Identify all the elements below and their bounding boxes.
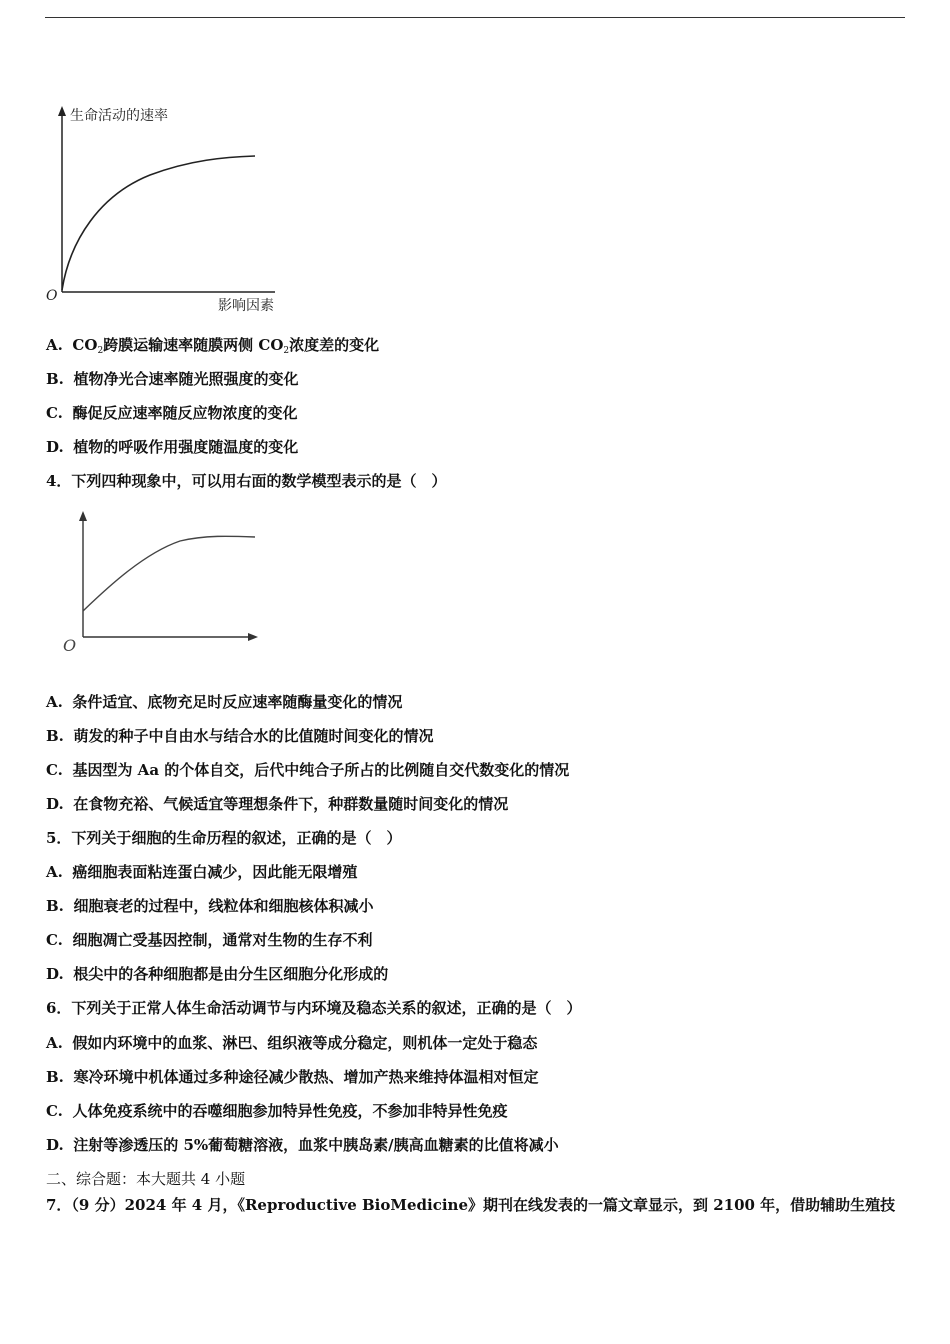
q4-stem: 4．下列四种现象中，可以用右面的数学模型表示的是（ ） — [46, 472, 447, 490]
q4-option-b: B. 萌发的种子中自由水与结合水的比值随时间变化的情况 — [46, 727, 434, 745]
x-axis-label: 影响因素 — [218, 298, 274, 314]
q6-option-c: C. 人体免疫系统中的吞噬细胞参加特异性免疫，不参加非特异性免疫 — [46, 1102, 508, 1120]
saturation-curve — [62, 156, 255, 290]
q6-option-b: B. 寒冷环境中机体通过多种途径减少散热、增加产热来维持体温相对恒定 — [46, 1068, 539, 1086]
section-heading: 二、综合题：本大题共 4 小题 — [46, 1170, 246, 1188]
x-arrow-icon — [248, 633, 258, 641]
q4-option-a: A. 条件适宜、底物充足时反应速率随酶量变化的情况 — [46, 693, 403, 711]
header-rule — [45, 17, 905, 18]
q5-stem: 5．下列关于细胞的生命历程的叙述，正确的是（ ） — [46, 829, 402, 847]
q6-option-d: D. 注射等渗透压的 5%葡萄糖溶液，血浆中胰岛素/胰高血糖素的比值将减小 — [46, 1136, 559, 1154]
q4-option-d: D. 在食物充裕、气候适宜等理想条件下，种群数量随时间变化的情况 — [46, 795, 509, 813]
q6-stem: 6．下列关于正常人体生命活动调节与内环境及稳态关系的叙述，正确的是（ ） — [46, 999, 582, 1017]
y-axis-label: 生命活动的速率 — [70, 108, 168, 124]
q7-stem: 7．（9 分）2024 年 4 月，《Reproductive BioMedicine》期刊在线发表的一篇文章显示，到 2100 年，借助辅助生殖技 — [46, 1196, 896, 1214]
q4-option-c: C. 基因型为 Aa 的个体自交，后代中纯合子所占的比例随自交代数变化的情况 — [46, 761, 570, 779]
figure-rate-curve — [40, 100, 300, 315]
q5-option-b: B. 细胞衰老的过程中，线粒体和细胞核体积减小 — [46, 897, 374, 915]
q5-option-a: A. 癌细胞表面粘连蛋白减少，因此能无限增殖 — [46, 863, 358, 881]
figure-q4-curve — [55, 505, 270, 660]
q3-option-b: B. 植物净光合速率随光照强度的变化 — [46, 370, 299, 388]
y-arrow-icon — [79, 511, 87, 521]
q3-option-a: A. $CO_2$跨膜运输速率随膜两侧 $CO_2$浓度差的变化 — [46, 336, 380, 356]
origin-label: O — [46, 288, 58, 304]
q5-option-c: C. 细胞凋亡受基因控制，通常对生物的生存不利 — [46, 931, 373, 949]
q5-option-d: D. 根尖中的各种细胞都是由分生区细胞分化形成的 — [46, 965, 389, 983]
y-arrow-icon — [58, 106, 66, 116]
q3-option-c: C. 酶促反应速率随反应物浓度的变化 — [46, 404, 298, 422]
q6-option-a: A. 假如内环境中的血浆、淋巴、组织液等成分稳定，则机体一定处于稳态 — [46, 1034, 538, 1052]
q3-option-d: D. 植物的呼吸作用强度随温度的变化 — [46, 438, 299, 456]
saturation-curve — [83, 536, 255, 611]
origin-label: O — [63, 636, 77, 655]
